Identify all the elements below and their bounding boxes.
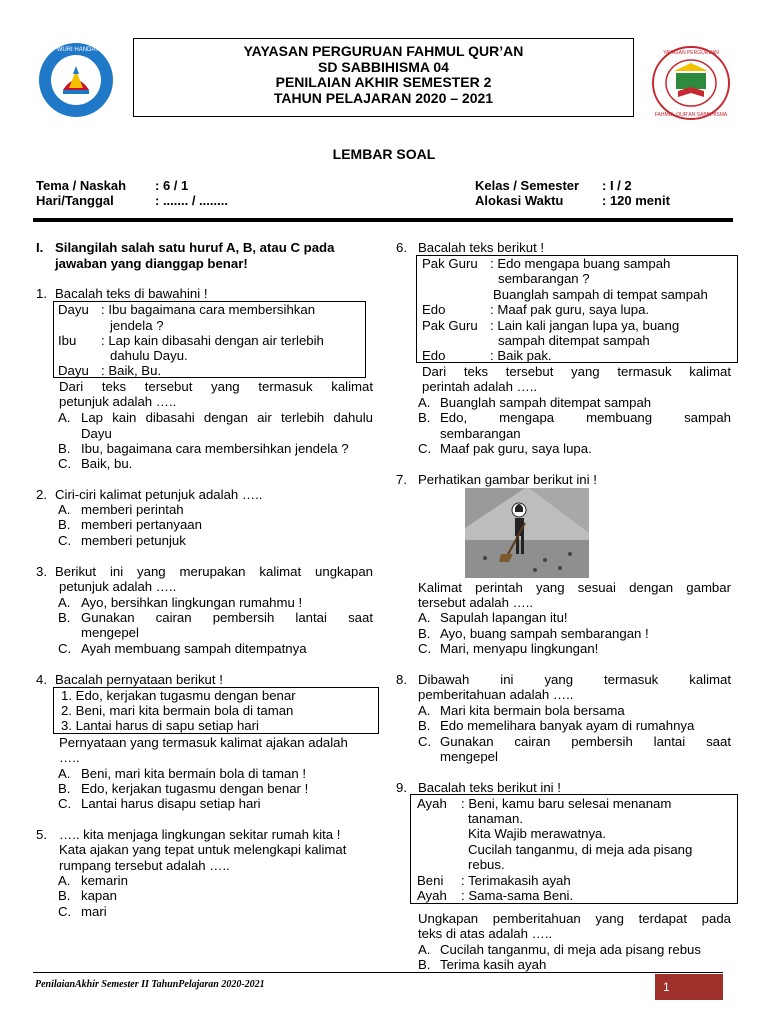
school-name: SD SABBIHISMA 04 xyxy=(318,58,449,75)
q9-line: rebus. xyxy=(468,857,505,872)
q1-stem: petunjuk adalah ….. xyxy=(59,394,177,409)
option-letter[interactable]: B. xyxy=(418,626,431,641)
option-letter[interactable]: A. xyxy=(58,873,71,888)
q5-stem: rumpang tersebut adalah ….. xyxy=(59,858,230,873)
hari-value: : ....... / ........ xyxy=(155,193,228,208)
q2-option-b[interactable]: memberi pertanyaan xyxy=(81,517,202,532)
q5-number: 5. xyxy=(36,827,47,842)
option-letter[interactable]: A. xyxy=(58,595,71,610)
q5-stem: Kata ajakan yang tepat untuk melengkapi kalimat xyxy=(59,842,347,857)
q1-option-c[interactable]: Baik, bu. xyxy=(81,456,133,471)
q4-statement: 2. Beni, mari kita bermain bola di taman xyxy=(61,703,294,718)
q1-line: : Lap kain dibasahi dengan air terlebih xyxy=(101,333,324,348)
option-letter[interactable]: A. xyxy=(58,502,71,517)
option-letter[interactable]: C. xyxy=(418,441,432,456)
q1-option-a[interactable]: Dayu xyxy=(81,426,112,441)
q6-prompt: Bacalah teks berikut ! xyxy=(418,240,545,255)
q7-stem: Kalimat perintah yang sesuai dengan gambar xyxy=(418,580,731,595)
q3-option-c[interactable]: Ayah membuang sampah ditempatnya xyxy=(81,641,307,656)
option-letter[interactable]: A. xyxy=(58,410,71,425)
tema-label: Tema / Naskah xyxy=(36,178,127,193)
option-letter[interactable]: C. xyxy=(418,641,432,656)
option-letter[interactable]: B. xyxy=(58,610,71,625)
academic-year: TAHUN PELAJARAN 2020 – 2021 xyxy=(273,89,494,106)
q4-stem: Pernyataan yang termasuk kalimat ajakan adalah xyxy=(59,735,348,750)
option-letter[interactable]: A. xyxy=(418,610,431,625)
q1-speaker: Dayu xyxy=(58,302,89,317)
q6-line: : Lain kali jangan lupa ya, buang xyxy=(490,318,680,333)
q4-statement: 3. Lantai harus di sapu setiap hari xyxy=(61,718,259,733)
q1-option-a[interactable]: Lap kain dibasahi dengan air terlebih dahulu xyxy=(81,410,373,425)
school-header-box xyxy=(133,38,634,117)
q6-line: sembarangan ? xyxy=(498,271,590,286)
q8-option-a[interactable]: Mari kita bermain bola bersama xyxy=(440,703,625,718)
q1-speaker: Dayu xyxy=(58,363,89,378)
q4-statement: 1. Edo, kerjakan tugasmu dengan benar xyxy=(61,688,296,703)
q6-line: : Edo mengapa buang sampah xyxy=(490,256,671,271)
q6-line: : Baik pak. xyxy=(490,348,552,363)
q1-option-b[interactable]: Ibu, bagaimana cara membersihkan jendela ? xyxy=(81,441,349,456)
q6-line: sampah ditempat sampah xyxy=(498,333,650,348)
q6-line: Buanglah sampah di tempat sampah xyxy=(493,287,708,302)
foundation-name: YAYASAN PERGURUAN FAHMUL QUR’AN xyxy=(243,43,524,59)
alokasi-label: Alokasi Waktu xyxy=(475,193,564,208)
option-letter[interactable]: A. xyxy=(418,703,431,718)
header-divider xyxy=(33,218,733,222)
q8-number: 8. xyxy=(396,672,407,687)
q8-stem: pemberitahuan adalah ….. xyxy=(418,687,574,702)
q8-option-b[interactable]: Edo memelihara banyak ayam di rumahnya xyxy=(440,718,695,733)
sweeping-illustration xyxy=(465,488,589,578)
q6-stem: Dari teks tersebut yang termasuk kalimat xyxy=(422,364,731,379)
q9-stem: teks di atas adalah ….. xyxy=(418,926,553,941)
q3-number: 3. xyxy=(36,564,47,579)
option-letter[interactable]: C. xyxy=(58,641,72,656)
fahmul-quran-logo xyxy=(650,45,732,121)
q9-line: Cucilah tanganmu, di meja ada pisang xyxy=(468,842,693,857)
q4-number: 4. xyxy=(36,672,47,687)
q8-option-c[interactable]: mengepel xyxy=(440,749,498,764)
q4-option-c[interactable]: Lantai harus disapu setiap hari xyxy=(81,796,261,811)
q7-option-b[interactable]: Ayo, buang sampah sembarangan ! xyxy=(440,626,649,641)
tema-value: : 6 / 1 xyxy=(155,178,189,193)
section-instruction-2: jawaban yang dianggap benar! xyxy=(55,256,248,271)
option-letter[interactable]: B. xyxy=(58,888,71,903)
q7-option-a[interactable]: Sapulah lapangan itu! xyxy=(440,610,568,625)
section-instruction-1: Silangilah salah satu huruf A, B, atau C pada xyxy=(55,240,335,255)
svg-text:TUT WURI HANDAYANI: TUT WURI HANDAYANI xyxy=(43,47,109,53)
q7-prompt: Perhatikan gambar berikut ini ! xyxy=(418,472,597,487)
q9-line: Kita Wajib merawatnya. xyxy=(468,826,607,841)
option-letter[interactable]: C. xyxy=(58,904,72,919)
q6-line: : Maaf pak guru, saya lupa. xyxy=(490,302,650,317)
q7-option-c[interactable]: Mari, menyapu lingkungan! xyxy=(440,641,599,656)
q4-option-a[interactable]: Beni, mari kita bermain bola di taman ! xyxy=(81,766,307,781)
q6-speaker: Pak Guru xyxy=(422,318,478,333)
q3-option-b[interactable]: Gunakan cairan pembersih lantai saat xyxy=(81,610,373,625)
q2-number: 2. xyxy=(36,487,47,502)
svg-text:FAHMUL QUR'AN SABBIHISMA: FAHMUL QUR'AN SABBIHISMA xyxy=(654,112,728,118)
option-letter[interactable]: B. xyxy=(58,781,71,796)
q1-speaker: Ibu xyxy=(58,333,77,348)
q6-stem: perintah adalah ….. xyxy=(422,379,538,394)
q9-line: : Beni, kamu baru selesai menanam xyxy=(461,796,672,811)
option-letter[interactable]: C. xyxy=(58,796,72,811)
q3-stem: petunjuk adalah ….. xyxy=(59,579,177,594)
option-letter[interactable]: A. xyxy=(418,942,431,957)
q9-prompt: Bacalah teks berikut ini ! xyxy=(418,780,561,795)
q9-speaker: Beni xyxy=(417,873,444,888)
q1-stem: Dari teks tersebut yang termasuk kalimat xyxy=(59,379,373,394)
kelas-label: Kelas / Semester xyxy=(475,178,580,193)
q6-option-c[interactable]: Maaf pak guru, saya lupa. xyxy=(440,441,592,456)
q4-prompt: Bacalah pernyataan berikut ! xyxy=(55,672,223,687)
q3-option-a[interactable]: Ayo, bersihkan lingkungan rumahmu ! xyxy=(81,595,303,610)
option-letter[interactable]: B. xyxy=(58,517,71,532)
q5-option-a[interactable]: kemarin xyxy=(81,873,128,888)
svg-text:YAYASAN PERGURUAN: YAYASAN PERGURUAN xyxy=(663,50,719,56)
option-letter[interactable]: A. xyxy=(58,766,71,781)
exam-name: PENILAIAN AKHIR SEMESTER 2 xyxy=(275,74,492,90)
q4-option-b[interactable]: Edo, kerjakan tugasmu dengan benar ! xyxy=(81,781,309,796)
q9-line: : Terimakasih ayah xyxy=(461,873,571,888)
q6-speaker: Edo xyxy=(422,302,446,317)
option-letter[interactable]: A. xyxy=(418,395,431,410)
kelas-value: : I / 2 xyxy=(602,178,632,193)
q6-option-b[interactable]: Edo, mengapa membuang sampah xyxy=(440,410,731,425)
q9-option-b[interactable]: Terima kasih ayah xyxy=(440,957,547,972)
q9-stem: Ungkapan pemberitahuan yang terdapat pada xyxy=(418,911,731,926)
q1-line: : Baik, Bu. xyxy=(101,363,162,378)
q8-option-c[interactable]: Gunakan cairan pembersih lantai saat xyxy=(440,734,731,749)
footer-divider xyxy=(33,972,723,973)
q9-line: : Sama-sama Beni. xyxy=(461,888,574,903)
option-letter[interactable]: C. xyxy=(58,456,72,471)
q5-option-c[interactable]: mari xyxy=(81,904,107,919)
q9-line: tanaman. xyxy=(468,811,523,826)
q5-option-b[interactable]: kapan xyxy=(81,888,117,903)
q8-stem: Dibawah ini yang termasuk kalimat xyxy=(418,672,731,687)
option-letter[interactable]: B. xyxy=(58,441,71,456)
q2-prompt: Ciri-ciri kalimat petunjuk adalah ….. xyxy=(55,487,263,502)
q1-number: 1. xyxy=(36,286,47,301)
option-letter[interactable]: C. xyxy=(418,734,432,749)
q9-option-a[interactable]: Cucilah tanganmu, di meja ada pisang rebus xyxy=(440,942,701,957)
hari-label: Hari/Tanggal xyxy=(36,193,114,208)
q1-line: jendela ? xyxy=(110,318,164,333)
q6-option-a[interactable]: Buanglah sampah ditempat sampah xyxy=(440,395,652,410)
q2-option-a[interactable]: memberi perintah xyxy=(81,502,184,517)
q3-option-b[interactable]: mengepel xyxy=(81,625,139,640)
q7-stem: tersebut adalah ….. xyxy=(418,595,534,610)
page-title: LEMBAR SOAL xyxy=(332,146,436,162)
option-letter[interactable]: B. xyxy=(418,718,431,733)
q1-prompt: Bacalah teks di bawahini ! xyxy=(55,286,208,301)
q2-option-c[interactable]: memberi petunjuk xyxy=(81,533,186,548)
q3-stem: Berikut ini yang merupakan kalimat ungkapan xyxy=(55,564,373,579)
q6-number: 6. xyxy=(396,240,407,255)
alokasi-value: : 120 menit xyxy=(602,193,670,208)
q6-option-b[interactable]: sembarangan xyxy=(440,426,521,441)
q9-speaker: Ayah xyxy=(417,888,447,903)
page-number: 1 xyxy=(655,974,723,1000)
q1-line: : Ibu bagaimana cara membersihkan xyxy=(101,302,316,317)
section-number: I. xyxy=(36,240,44,255)
tut-wuri-logo xyxy=(33,40,119,120)
option-letter[interactable]: C. xyxy=(58,533,72,548)
q6-speaker: Edo xyxy=(422,348,446,363)
q7-number: 7. xyxy=(396,472,407,487)
option-letter[interactable]: B. xyxy=(418,410,431,425)
q9-speaker: Ayah xyxy=(417,796,447,811)
q5-stem: ….. kita menjaga lingkungan sekitar rumah kita ! xyxy=(59,827,341,842)
option-letter[interactable]: B. xyxy=(418,957,431,972)
q9-number: 9. xyxy=(396,780,407,795)
q4-stem: ….. xyxy=(59,750,80,765)
footer-text: PenilaianAkhir Semester II TahunPelajaran 2020-2021 xyxy=(35,979,265,990)
q1-line: dahulu Dayu. xyxy=(110,348,188,363)
q6-speaker: Pak Guru xyxy=(422,256,478,271)
